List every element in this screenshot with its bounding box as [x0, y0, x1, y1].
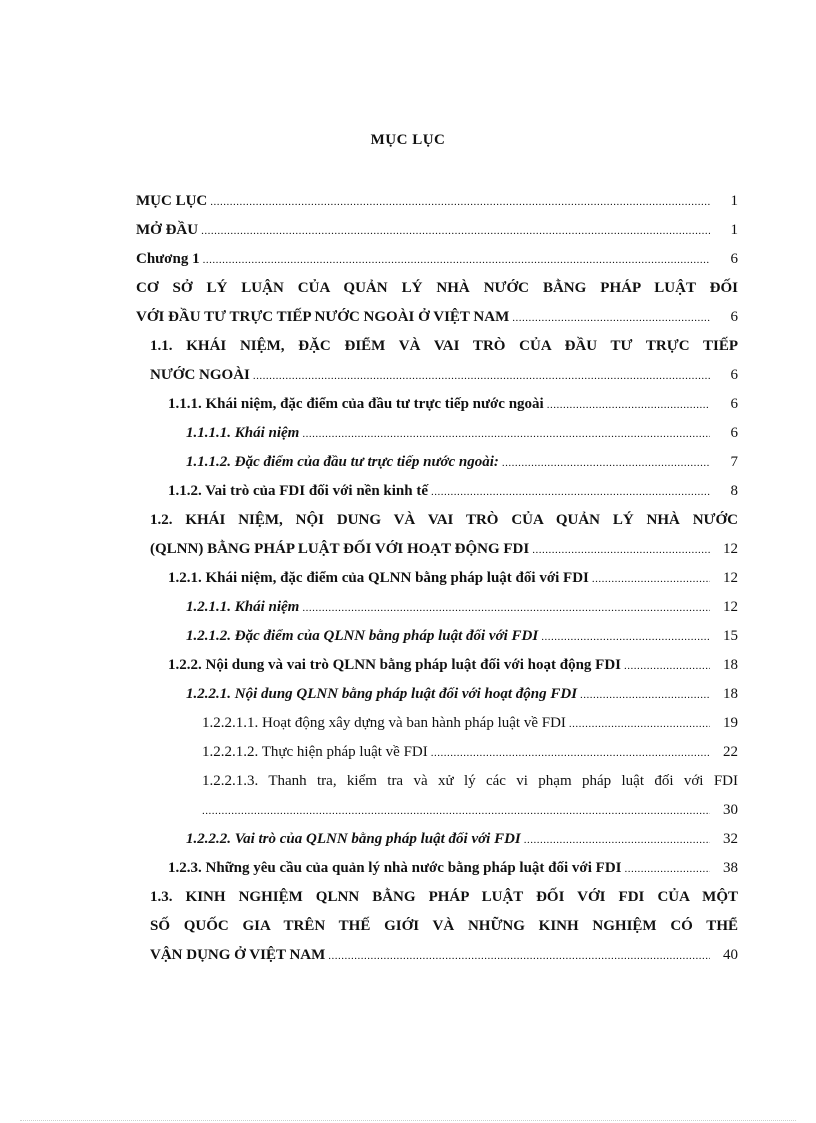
toc-page-number: 6 [730, 425, 738, 441]
toc-entry-1-3-cont-2[interactable] [0, 943, 816, 972]
table-of-contents [0, 189, 816, 972]
dot-leader [328, 947, 710, 965]
toc-page-number: 12 [723, 599, 738, 615]
dot-leader [202, 802, 710, 820]
toc-entry-co-so-ly-luan-cont[interactable] [0, 305, 816, 334]
toc-page-number: 1 [730, 222, 738, 238]
toc-entry-label: 1.1.1.1. Khái niệm [186, 425, 300, 441]
dot-leader [580, 686, 710, 704]
toc-entry-mo-dau[interactable] [0, 218, 816, 247]
toc-entry-label: MỞ ĐẦU [136, 222, 199, 238]
toc-entry-label: 1.2.1.1. Khái niệm [186, 599, 300, 615]
toc-entry-1-2-2-2[interactable] [0, 827, 816, 856]
dot-leader [625, 860, 711, 878]
dot-leader [524, 831, 710, 849]
toc-entry-label: MỤC LỤC [136, 193, 208, 209]
toc-entry-label: 1.2.2.1.1. Hoạt động xây dựng và ban hành pháp luật về FDI [202, 715, 566, 731]
toc-page-number: 40 [723, 947, 738, 963]
toc-entry-1-2-2[interactable] [0, 653, 816, 682]
toc-entry-1-1-1-2[interactable] [0, 450, 816, 479]
toc-page-number: 1 [730, 193, 738, 209]
toc-entry-label: 1.2.2.1. Nội dung QLNN bằng pháp luật đối với hoạt động FDI [186, 686, 578, 702]
toc-entry-label: 1.2.1. Khái niệm, đặc điểm của QLNN bằng pháp luật đối với FDI [168, 570, 589, 586]
dot-leader [547, 396, 710, 414]
toc-entry-1-1-cont[interactable] [0, 363, 816, 392]
toc-entry-label: 1.2.2.1.2. Thực hiện pháp luật về FDI [202, 744, 428, 760]
dot-leader [431, 744, 710, 762]
toc-entry-label-line-2: SỐ QUỐC GIA TRÊN THẾ GIỚI VÀ NHỮNG KINH NGHIỆM CÓ THỂ [150, 918, 738, 934]
dot-leader [210, 193, 710, 211]
toc-entry-label-line-1: 1.3. KINH NGHIỆM QLNN BẰNG PHÁP LUẬT ĐỐI VỚI FDI CỦA MỘT [150, 889, 738, 905]
toc-entry-1-1-2[interactable] [0, 479, 816, 508]
toc-entry-label-line-2: VỚI ĐẦU TƯ TRỰC TIẾP NƯỚC NGOÀI Ở VIỆT NAM [136, 309, 510, 325]
toc-entry-label-line-1: CƠ SỞ LÝ LUẬN CỦA QUẢN LÝ NHÀ NƯỚC BẰNG PHÁP LUẬT ĐỐI [136, 280, 738, 296]
page-bottom-rule [20, 1120, 796, 1121]
toc-entry-1-3-cont[interactable] [0, 914, 816, 943]
dot-leader [431, 483, 710, 501]
toc-entry-label: 1.2.1.2. Đặc điểm của QLNN bằng pháp luật đối với FDI [186, 628, 539, 644]
toc-entry-1-3[interactable] [0, 885, 816, 914]
toc-entry-1-2-2-1[interactable] [0, 682, 816, 711]
toc-page-number: 38 [723, 860, 738, 876]
toc-entry-co-so-ly-luan[interactable] [0, 276, 816, 305]
dot-leader [203, 251, 710, 269]
toc-entry-label: 1.1.1. Khái niệm, đặc điểm của đầu tư trực tiếp nước ngoài [168, 396, 544, 412]
toc-page-number: 32 [723, 831, 738, 847]
toc-entry-1-2-2-1-1[interactable] [0, 711, 816, 740]
toc-entry-label: 1.2.2.2. Vai trò của QLNN bằng pháp luật đối với FDI [186, 831, 521, 847]
toc-entry-1-2-2-1-3-cont[interactable] [0, 798, 816, 827]
toc-entry-1-2-cont[interactable] [0, 537, 816, 566]
toc-entry-1-2-3[interactable] [0, 856, 816, 885]
toc-entry-1-2-1[interactable] [0, 566, 816, 595]
dot-leader [541, 628, 710, 646]
toc-entry-1-1[interactable] [0, 334, 816, 363]
toc-entry-1-2-2-1-2[interactable] [0, 740, 816, 769]
toc-page-number: 18 [723, 686, 738, 702]
toc-page-number: 15 [723, 628, 738, 644]
toc-page-number: 19 [723, 715, 738, 731]
dot-leader [512, 309, 710, 327]
dot-leader [253, 367, 710, 385]
toc-entry-muc-luc[interactable] [0, 189, 816, 218]
toc-entry-1-2[interactable] [0, 508, 816, 537]
toc-page-number: 6 [730, 309, 738, 325]
dot-leader [532, 541, 710, 559]
toc-entry-label-line-1: 1.2. KHÁI NIỆM, NỘI DUNG VÀ VAI TRÒ CỦA QUẢN LÝ NHÀ NƯỚC [150, 512, 738, 528]
page-title: MỤC LỤC [370, 132, 446, 148]
toc-page-number: 30 [723, 802, 738, 818]
toc-entry-label: 1.1.1.2. Đặc điểm của đầu tư trực tiếp nước ngoài: [186, 454, 499, 470]
toc-entry-chuong-1[interactable] [0, 247, 816, 276]
dot-leader [302, 599, 710, 617]
toc-entry-label: 1.2.3. Những yêu cầu của quản lý nhà nước bằng pháp luật đối với FDI [168, 860, 622, 876]
toc-entry-1-1-1[interactable] [0, 392, 816, 421]
toc-page-number: 12 [723, 570, 738, 586]
toc-page-number: 18 [723, 657, 738, 673]
toc-page-number: 22 [723, 744, 738, 760]
dot-leader [201, 222, 710, 240]
dot-leader [592, 570, 710, 588]
dot-leader [302, 425, 710, 443]
toc-entry-1-2-2-1-3[interactable] [0, 769, 816, 798]
toc-page-number: 12 [723, 541, 738, 557]
toc-entry-label-line-1: 1.1. KHÁI NIỆM, ĐẶC ĐIỂM VÀ VAI TRÒ CỦA ĐẦU TƯ TRỰC TIẾP [150, 338, 738, 354]
toc-page-number: 7 [730, 454, 738, 470]
toc-entry-label: 1.1.2. Vai trò của FDI đối với nền kinh tế [168, 483, 429, 499]
toc-entry-label-line-3: VẬN DỤNG Ở VIỆT NAM [150, 947, 326, 963]
toc-entry-label-line-2: (QLNN) BẰNG PHÁP LUẬT ĐỐI VỚI HOẠT ĐỘNG FDI [150, 541, 530, 557]
dot-leader [624, 657, 710, 675]
toc-page-number: 6 [730, 396, 738, 412]
toc-entry-1-2-1-2[interactable] [0, 624, 816, 653]
toc-entry-label-line-1: 1.2.2.1.3. Thanh tra, kiểm tra và xử lý các vi phạm pháp luật đối với FDI [202, 773, 738, 789]
toc-entry-label: Chương 1 [136, 251, 200, 267]
toc-entry-label: 1.2.2. Nội dung và vai trò QLNN bằng pháp luật đối với hoạt động FDI [168, 657, 621, 673]
dot-leader [569, 715, 710, 733]
toc-entry-1-1-1-1[interactable] [0, 421, 816, 450]
toc-page-number: 6 [730, 251, 738, 267]
dot-leader [502, 454, 710, 472]
toc-page-number: 6 [730, 367, 738, 383]
toc-entry-label-line-2: NƯỚC NGOÀI [150, 367, 250, 383]
toc-page-number: 8 [730, 483, 738, 499]
toc-entry-1-2-1-1[interactable] [0, 595, 816, 624]
